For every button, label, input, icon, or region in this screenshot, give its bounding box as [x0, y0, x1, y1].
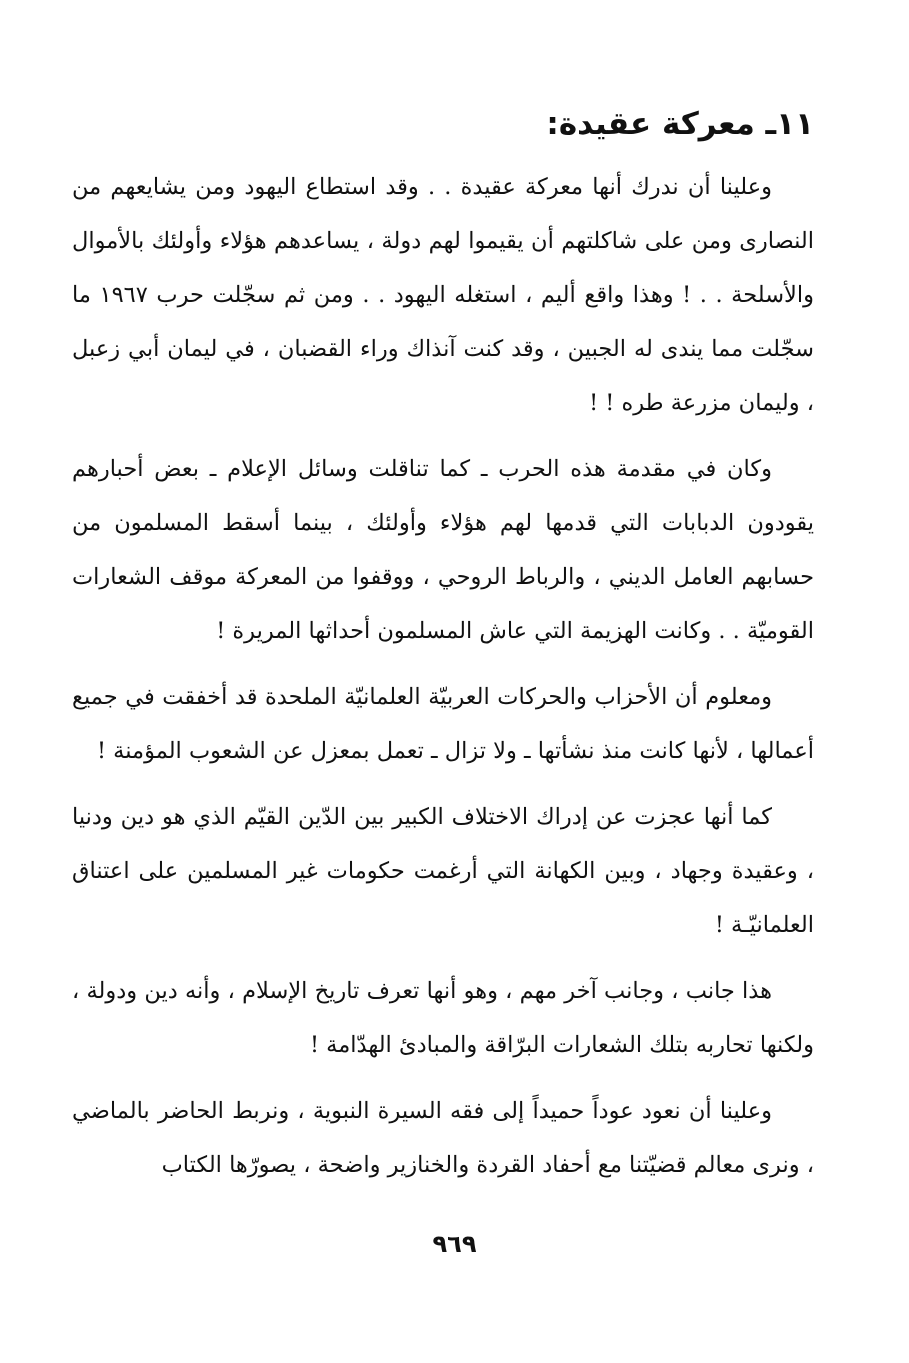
section-heading: ١١ـ معركة عقيدة:: [546, 106, 814, 142]
paragraph-1: وعلينا أن ندرك أنها معركة عقيدة . . وقد استطاع اليهود ومن يشايعهم من النصارى ومن على شاكلتهم أن يقيموا لهم دولة ، يساعدهم هؤلاء وأولئك بالأموال والأسلحة . . ! وهذا واقع أليم ، استغله اليهود . . ومن ثم سجّلت حرب ١٩٦٧ ما سجّلت مما يندى له الجبين ، وقد كنت آنذاك وراء القضبان ، في ليمان أبي زعبل ، وليمان مزرعة طره ! !: [72, 174, 814, 416]
paragraph-2: وكان في مقدمة هذه الحرب ـ كما تناقلت وسائل الإعلام ـ بعض أحبارهم يقودون الدبابات التي قدمها لهم هؤلاء وأولئك ، بينما أسقط المسلمون من حسابهم العامل الديني ، والرباط الروحي ، ووقفوا من المعركة موقف الشعارات القوميّة . . وكانت الهزيمة التي عاش المسلمون أحداثها المريرة !: [72, 456, 814, 644]
page-number: ٩٦٩: [432, 1230, 477, 1258]
paragraph-3: ومعلوم أن الأحزاب والحركات العربيّة العلمانيّة الملحدة قد أخفقت في جميع أعمالها ، لأنها كانت منذ نشأتها ـ ولا تزال ـ تعمل بمعزل عن الشعوب المؤمنة !: [72, 684, 814, 764]
book-page: [72, 96, 814, 1204]
paragraph-5: هذا جانب ، وجانب آخر مهم ، وهو أنها تعرف تاريخ الإسلام ، وأنه دين ودولة ، ولكنها تحاربه بتلك الشعارات البرّاقة والمبادئ الهدّامة !: [72, 978, 814, 1058]
paragraph-6: وعلينا أن نعود عوداً حميداً إلى فقه السيرة النبوية ، ونربط الحاضر بالماضي ، ونرى معالم قضيّتنا مع أحفاد القردة والخنازير واضحة ، يصورّها الكتاب: [72, 1098, 814, 1178]
paragraph-4: كما أنها عجزت عن إدراك الاختلاف الكبير بين الدّين القيّم الذي هو دين ودنيا ، وعقيدة وجهاد ، وبين الكهانة التي أرغمت حكومات غير المسلمين على اعتناق العلمانيّـة !: [72, 804, 814, 938]
